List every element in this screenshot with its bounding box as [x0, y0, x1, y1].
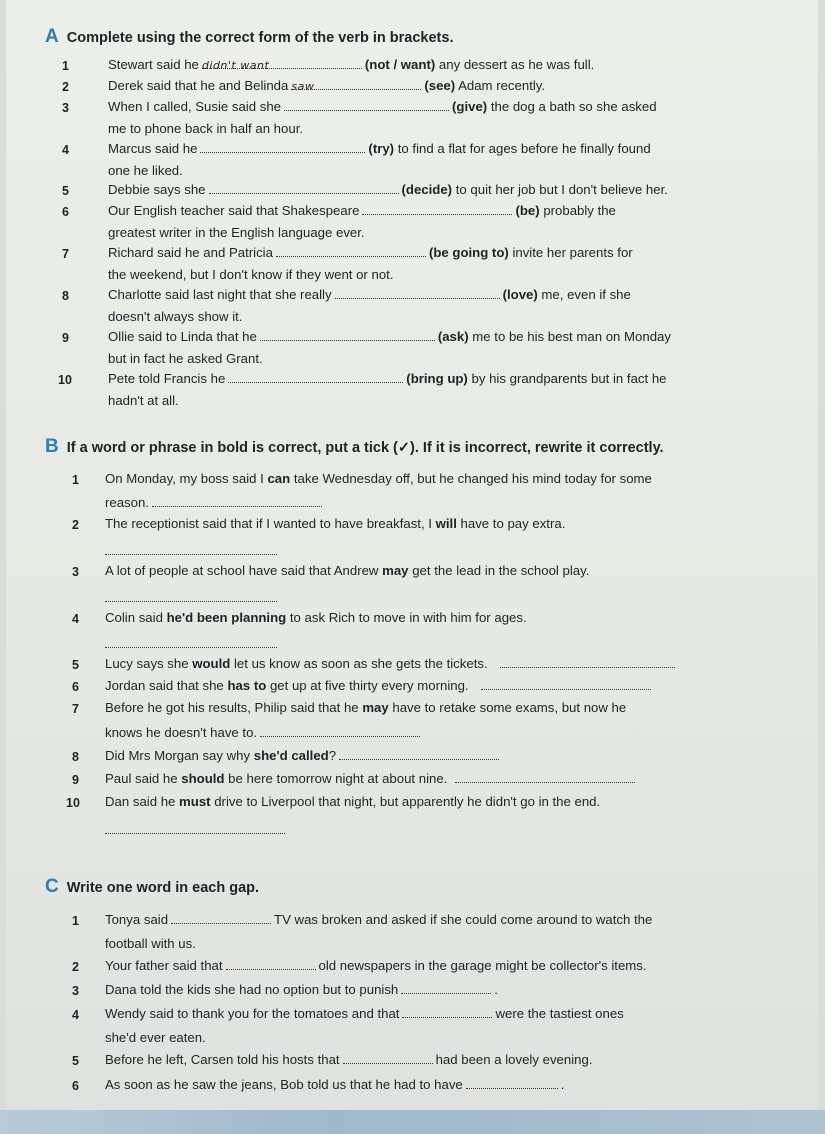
- answer-blank[interactable]: [152, 495, 322, 507]
- item-number: 9: [62, 331, 69, 345]
- exercise-line: Stewart said he didn't want (not / want) any dessert as he was full.: [108, 57, 595, 72]
- item-number: 6: [72, 1079, 79, 1093]
- item-number: 1: [62, 59, 69, 73]
- exercise-line: The receptionist said that if I wanted to have breakfast, I will have to pay extra.: [105, 516, 566, 531]
- item-number: 4: [72, 612, 79, 626]
- item-number: 1: [72, 914, 79, 928]
- answer-blank[interactable]: [339, 748, 499, 760]
- exercise-line: Dana told the kids she had no option but to punish .: [105, 982, 498, 997]
- exercise-line-continued: doesn't always show it.: [108, 309, 243, 324]
- exercise-line: Richard said he and Patricia (be going to) invite her parents for: [108, 245, 633, 260]
- section-a-heading: A Complete using the correct form of the verb in brackets.: [45, 26, 454, 47]
- answer-blank[interactable]: [105, 646, 277, 648]
- answer-blank[interactable]: [402, 1006, 492, 1018]
- exercise-line: Wendy said to thank you for the tomatoes and that were the tastiest ones: [105, 1006, 624, 1021]
- answer-blank[interactable]: [401, 982, 491, 994]
- exercise-line-continued: football with us.: [105, 936, 196, 951]
- item-number: 2: [62, 80, 69, 94]
- answer-blank[interactable]: [335, 287, 500, 299]
- exercise-line: Dan said he must drive to Liverpool that night, but apparently he didn't go in the end.: [105, 794, 601, 809]
- section-b-heading: B If a word or phrase in bold is correct, put a tick (✓). If it is incorrect, rewrite it correctly.: [45, 436, 664, 457]
- exercise-line: Marcus said he (try) to find a flat for ages before he finally found: [108, 141, 651, 156]
- exercise-line-continued: the weekend, but I don't know if they went or not.: [108, 267, 394, 282]
- item-number: 7: [72, 702, 79, 716]
- item-number: 2: [72, 960, 79, 974]
- answer-blank[interactable]: [291, 78, 421, 93]
- item-number: 3: [72, 984, 79, 998]
- answer-blank[interactable]: [260, 329, 435, 341]
- section-letter: A: [45, 26, 59, 47]
- answer-blank[interactable]: [284, 99, 449, 111]
- exercise-line: When I called, Susie said she (give) the dog a bath so she asked: [108, 99, 657, 114]
- exercise-line: As soon as he saw the jeans, Bob told us that he had to have .: [105, 1077, 565, 1092]
- answer-blank[interactable]: [105, 553, 277, 555]
- exercise-line: Debbie says she (decide) to quit her job but I don't believe her.: [108, 182, 668, 197]
- answer-blank[interactable]: [481, 678, 651, 690]
- item-number: 3: [72, 565, 79, 579]
- exercise-line: Our English teacher said that Shakespeare (be) probably the: [108, 203, 616, 218]
- exercise-line: Lucy says she would let us know as soon as she gets the tickets.: [105, 656, 678, 671]
- item-number: 7: [62, 247, 69, 261]
- exercise-line: Pete told Francis he (bring up) by his grandparents but in fact he: [108, 371, 667, 386]
- exercise-line: Tonya said TV was broken and asked if she could come around to watch the: [105, 912, 653, 927]
- section-c-heading: C Write one word in each gap.: [45, 876, 260, 897]
- exercise-line-continued: she'd ever eaten.: [105, 1030, 206, 1045]
- answer-blank[interactable]: [200, 141, 365, 153]
- item-number: 2: [72, 518, 79, 532]
- background-strip: [0, 1110, 825, 1134]
- item-number: 10: [66, 796, 80, 810]
- item-number: 4: [72, 1008, 79, 1022]
- answer-blank[interactable]: [260, 725, 420, 737]
- answer-blank[interactable]: [171, 912, 271, 924]
- answer-blank[interactable]: [201, 57, 362, 72]
- exercise-line: Charlotte said last night that she really (love) me, even if she: [108, 287, 631, 302]
- exercise-line-continued: hadn't at all.: [108, 393, 179, 408]
- exercise-line-continued: knows he doesn't have to.: [105, 725, 423, 740]
- item-number: 6: [62, 205, 69, 219]
- answer-blank[interactable]: [228, 371, 403, 383]
- answer-blank[interactable]: [226, 958, 316, 970]
- item-number: 5: [62, 184, 69, 198]
- item-number: 1: [72, 473, 79, 487]
- exercise-line: Colin said he'd been planning to ask Rich to move in with him for ages.: [105, 610, 527, 625]
- item-number: 5: [72, 1054, 79, 1068]
- exercise-line: Before he left, Carsen told his hosts that had been a lovely evening.: [105, 1052, 593, 1067]
- exercise-line: A lot of people at school have said that Andrew may get the lead in the school play.: [105, 563, 590, 578]
- answer-blank[interactable]: [105, 832, 285, 834]
- exercise-line: Jordan said that she has to get up at five thirty every morning.: [105, 678, 654, 693]
- exercise-line-continued: greatest writer in the English language ever.: [108, 225, 365, 240]
- exercise-line: Ollie said to Linda that he (ask) me to be his best man on Monday: [108, 329, 671, 344]
- exercise-line: Did Mrs Morgan say why she'd called?: [105, 748, 502, 763]
- handwritten-answer: didn't want: [201, 59, 270, 72]
- item-number: 4: [62, 143, 69, 157]
- answer-blank[interactable]: [362, 203, 512, 215]
- item-number: 8: [62, 289, 69, 303]
- exercise-line-continued: but in fact he asked Grant.: [108, 351, 263, 366]
- item-number: 8: [72, 750, 79, 764]
- exercise-line: Your father said that old newspapers in the garage might be collector's items.: [105, 958, 647, 973]
- answer-blank[interactable]: [500, 656, 675, 668]
- exercise-line: Before he got his results, Philip said that he may have to retake some exams, but now he: [105, 700, 627, 715]
- exercise-line-continued: me to phone back in half an hour.: [108, 121, 304, 136]
- exercise-line: Paul said he should be here tomorrow night at about nine.: [105, 771, 638, 786]
- item-number: 6: [72, 680, 79, 694]
- item-number: 3: [62, 101, 69, 115]
- answer-blank[interactable]: [276, 245, 426, 257]
- exercise-line-continued: reason.: [105, 495, 325, 510]
- item-number: 5: [72, 658, 79, 672]
- answer-blank[interactable]: [209, 182, 399, 194]
- item-number: 10: [58, 373, 72, 387]
- handwritten-answer: saw: [291, 80, 315, 93]
- answer-blank[interactable]: [466, 1077, 558, 1089]
- section-letter: B: [45, 436, 59, 457]
- exercise-line: Derek said that he and Belinda saw (see) Adam recently.: [108, 78, 546, 93]
- answer-blank[interactable]: [105, 600, 277, 602]
- exercise-line: On Monday, my boss said I can take Wednesday off, but he changed his mind today for some: [105, 471, 652, 486]
- answer-blank[interactable]: [343, 1052, 433, 1064]
- answer-blank[interactable]: [455, 771, 635, 783]
- item-number: 9: [72, 773, 79, 787]
- exercise-line-continued: one he liked.: [108, 163, 183, 178]
- section-letter: C: [45, 876, 59, 897]
